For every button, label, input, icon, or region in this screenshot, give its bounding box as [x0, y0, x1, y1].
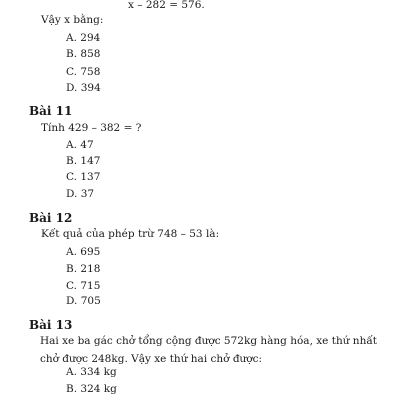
bai12-option-a: A. 695 [66, 246, 101, 258]
bai13-title: Bài 13 [29, 318, 73, 332]
intro-question: Vậy x bằng: [41, 14, 104, 26]
bai11-option-c: C. 137 [66, 171, 101, 183]
intro-option-b: B. 858 [66, 48, 101, 60]
bai11-option-d: D. 37 [66, 188, 95, 200]
intro-option-c: C. 758 [66, 66, 101, 78]
bai13-option-a: A. 334 kg [66, 366, 117, 378]
top-equation: x – 282 = 576. [128, 0, 205, 11]
bai13-question [40, 333, 390, 368]
bai12-option-c: C. 715 [66, 280, 101, 292]
bai11-option-b: B. 147 [66, 155, 101, 167]
bai11-question: Tính 429 – 382 = ? [41, 122, 142, 134]
intro-option-d: D. 394 [66, 82, 101, 94]
bai11-option-a: A. 47 [66, 139, 94, 151]
bai12-option-d: D. 705 [66, 295, 101, 307]
bai13-option-b: B. 324 kg [66, 383, 117, 395]
intro-option-a: A. 294 [66, 32, 101, 44]
bai12-option-b: B. 218 [66, 263, 101, 275]
bai12-title: Bài 12 [29, 211, 73, 225]
bai13-question-text: Hai xe ba gác chở tổng cộng được 572kg hàng hóa, xe thứ nhất chở được 248kg. Vậy xe thứ hai chở được: [40, 335, 377, 365]
bai11-title: Bài 11 [29, 104, 73, 118]
bai12-question: Kết quả của phép trừ 748 – 53 là: [41, 228, 220, 240]
